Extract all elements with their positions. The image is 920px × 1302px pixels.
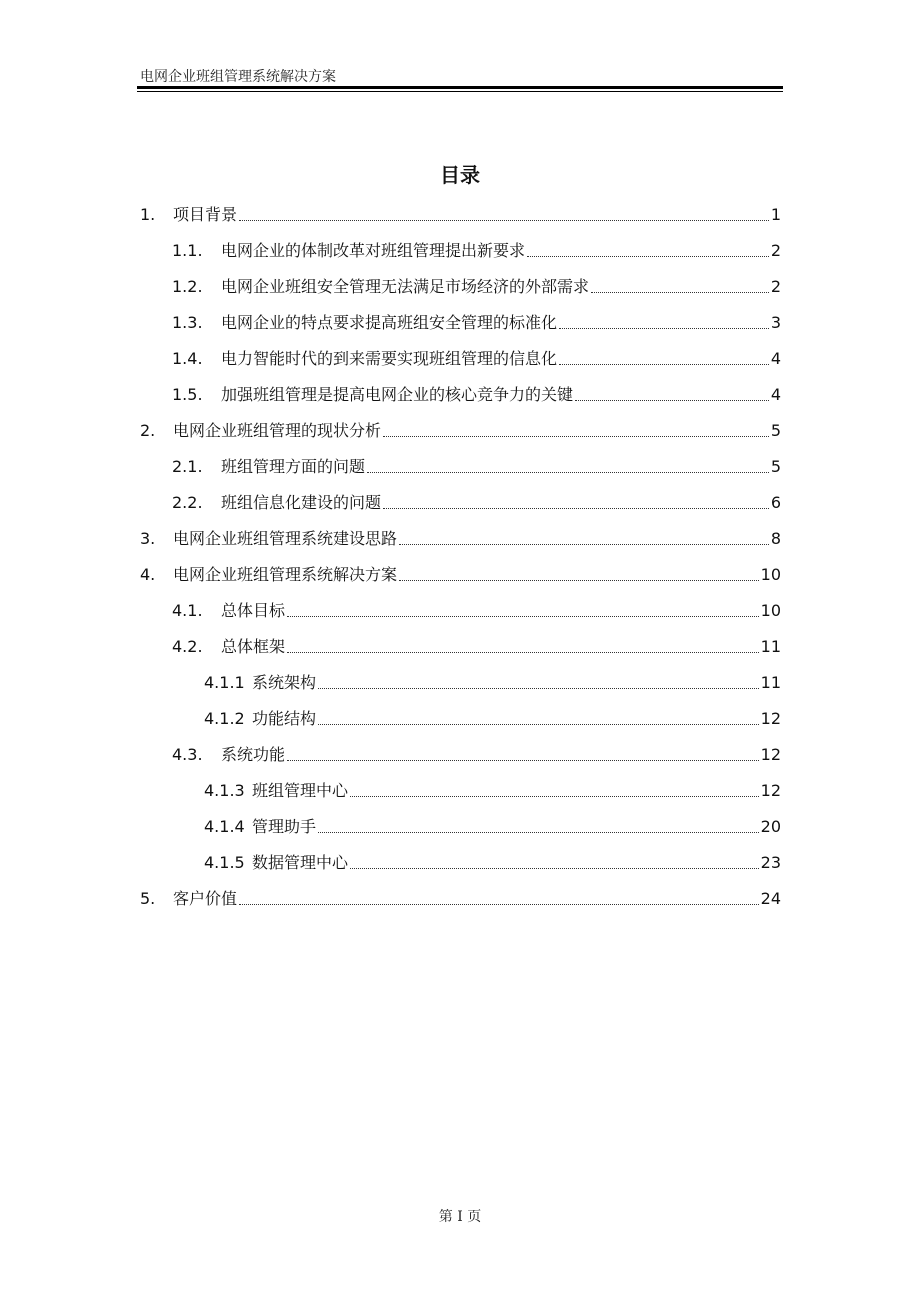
toc-leader-dots [350,868,759,869]
toc-entry-label: 电网企业的特点要求提高班组安全管理的标准化 [221,313,558,332]
toc-leader-dots [527,256,769,257]
toc-entry-number: 4.1.3 [204,781,245,800]
toc-entry-label: 电网企业班组管理的现状分析 [173,421,382,440]
toc-entry-label: 功能结构 [252,709,317,728]
toc-entry-label: 项目背景 [173,205,238,224]
toc-entry[interactable] [172,272,781,302]
toc-entry-page: 10 [760,565,781,584]
toc-entry[interactable] [140,416,781,446]
toc-entry-page: 6 [770,493,781,512]
page-number: 第 I 页 [438,1209,482,1225]
toc-entry[interactable] [172,452,781,482]
toc-entry-number: 2.2. [172,493,203,512]
toc-entry-number: 3. [140,529,156,548]
toc-entry-number: 4.1.2 [204,709,245,728]
toc-entry-label: 客户价值 [173,889,238,908]
toc-leader-dots [399,580,759,581]
toc-entry-page: 24 [760,889,781,908]
toc-entry-label: 电力智能时代的到来需要实现班组管理的信息化 [221,349,558,368]
toc-leader-dots [239,904,759,905]
toc-entry[interactable] [172,344,781,374]
toc-entry-label: 系统功能 [221,745,286,764]
toc-entry-page: 12 [760,781,781,800]
toc-entry-label: 电网企业班组安全管理无法满足市场经济的外部需求 [221,277,590,296]
toc-entry-page: 4 [770,349,781,368]
toc-leader-dots [591,292,769,293]
toc-entry[interactable] [172,596,781,626]
toc-leader-dots [575,400,769,401]
toc-entry-page: 8 [770,529,781,548]
toc-entry-page: 2 [770,277,781,296]
toc-entry-label: 电网企业班组管理系统解决方案 [173,565,398,584]
toc-entry-page: 4 [770,385,781,404]
toc-entry[interactable] [204,848,781,878]
toc-entry-label: 电网企业班组管理系统建设思路 [173,529,398,548]
header-title: 电网企业班组管理系统解决方案 [140,69,336,85]
toc-entry-number: 4.1.4 [204,817,245,836]
toc-leader-dots [559,328,769,329]
toc-entry-label: 系统架构 [252,673,317,692]
toc-entry-number: 4.1.1 [204,673,245,692]
toc-entry[interactable] [140,560,781,590]
toc-entry-page: 11 [760,673,781,692]
toc-leader-dots [318,832,759,833]
toc-entry[interactable] [204,812,781,842]
toc-leader-dots [287,760,759,761]
toc-entry-label: 数据管理中心 [252,853,349,872]
toc-leader-dots [350,796,759,797]
header-rule [137,86,783,89]
toc-entry-page: 5 [770,421,781,440]
toc-entry-page: 20 [760,817,781,836]
toc-entry-label: 总体目标 [221,601,286,620]
toc-entry[interactable] [172,308,781,338]
toc-entry-label: 班组信息化建设的问题 [221,493,382,512]
toc-entry-page: 5 [770,457,781,476]
toc-entry-page: 23 [760,853,781,872]
toc-entry-number: 4.1.5 [204,853,245,872]
toc-leader-dots [318,724,759,725]
toc-entry[interactable] [204,776,781,806]
toc-entry-number: 2. [140,421,156,440]
toc-entry[interactable] [172,740,781,770]
toc-entry[interactable] [172,488,781,518]
toc-entry-label: 总体框架 [221,637,286,656]
toc-entry[interactable] [140,524,781,554]
toc-entry-page: 12 [760,745,781,764]
toc-entry-number: 4. [140,565,156,584]
toc-entry-number: 1.2. [172,277,203,296]
toc-entry-label: 电网企业的体制改革对班组管理提出新要求 [221,241,526,260]
toc-entry[interactable] [140,200,781,230]
toc-entry-number: 1.5. [172,385,203,404]
toc-leader-dots [383,508,769,509]
toc-entry-number: 5. [140,889,156,908]
toc-entry-label: 班组管理方面的问题 [221,457,366,476]
toc-entry[interactable] [204,668,781,698]
toc-title: 目录 [440,163,480,187]
toc-leader-dots [287,652,759,653]
toc-entry[interactable] [172,632,781,662]
toc-entry-page: 1 [770,205,781,224]
toc-entry-page: 12 [760,709,781,728]
toc-entry-number: 1.1. [172,241,203,260]
toc-leader-dots [383,436,769,437]
toc-entry-number: 4.3. [172,745,203,764]
toc-entry-number: 4.1. [172,601,203,620]
toc-entry-number: 1. [140,205,156,224]
toc-entry-number: 2.1. [172,457,203,476]
toc-entry-label: 管理助手 [252,817,317,836]
toc-entry-page: 2 [770,241,781,260]
toc-entry-number: 4.2. [172,637,203,656]
toc-entry-number: 1.3. [172,313,203,332]
toc-leader-dots [239,220,769,221]
toc-leader-dots [559,364,769,365]
toc-entry[interactable] [140,884,781,914]
toc-entry[interactable] [172,236,781,266]
toc-entry-number: 1.4. [172,349,203,368]
header-rule-thin [137,91,783,92]
toc-leader-dots [318,688,759,689]
toc-entry[interactable] [204,704,781,734]
toc-entry-page: 11 [760,637,781,656]
toc-leader-dots [287,616,759,617]
toc-entry-label: 班组管理中心 [252,781,349,800]
toc-leader-dots [399,544,769,545]
toc-entry-page: 3 [770,313,781,332]
toc-entry[interactable] [172,380,781,410]
toc-entry-label: 加强班组管理是提高电网企业的核心竞争力的关键 [221,385,574,404]
toc-leader-dots [367,472,769,473]
toc-entry-page: 10 [760,601,781,620]
